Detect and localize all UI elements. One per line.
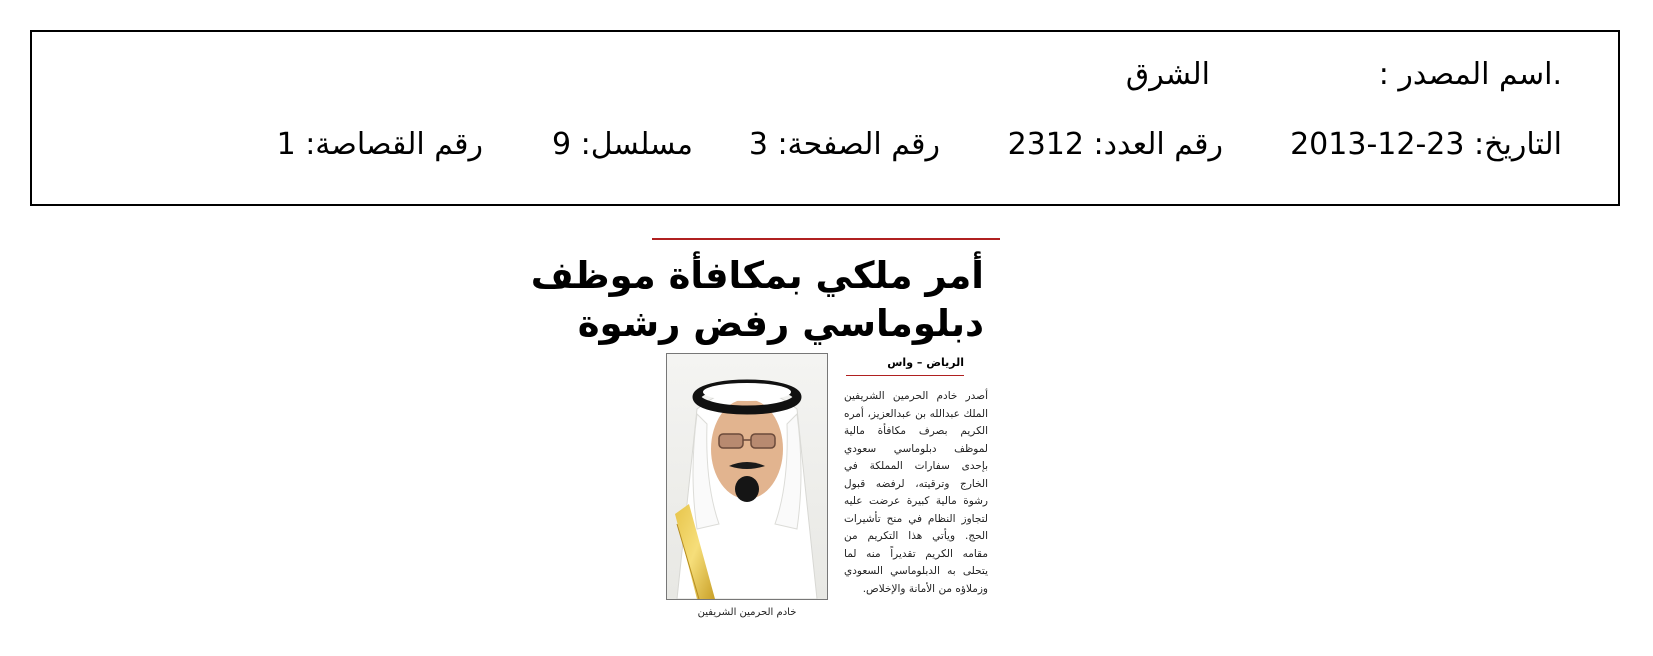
date-field: التاريخ: 23-12-2013 [1290, 127, 1562, 162]
serial-field: مسلسل: 9 [552, 127, 693, 162]
source-value: الشرق [1125, 57, 1210, 92]
headline-line-2: دبلوماسي رفض رشوة [577, 302, 984, 345]
newspaper-clipping [530, 238, 1000, 633]
top-rule-divider [652, 238, 1000, 240]
article-headline [530, 252, 984, 348]
source-info-box [30, 30, 1620, 206]
article-body: أصدر خادم الحرمين الشريفين الملك عبدالله بن عبدالعزيز، أمره الكريم بصرف مكافأة مالية لموظف دبلوماسي سعودي بإحدى سفارات المملكة في الخارج وترقيته، لرفضه قبول رشوة مالية كبيرة عرضت عليه لتجاوز النظام في منح تأشيرات الحج. ويأتي هذا التكريم من مقامه الكريم تقديراً منه لما يتحلى به الدبلوماسي السعودي وزملاؤه من الأمانة والإخلاص. [844, 390, 988, 595]
photo-caption: خادم الحرمين الشريفين [697, 607, 797, 618]
portrait-photo [666, 353, 828, 600]
source-label: .اسم المصدر : [1378, 57, 1562, 92]
page-number-field: رقم الصفحة: 3 [748, 127, 940, 162]
headline-line-1: أمر ملكي بمكافأة موظف [530, 254, 984, 297]
issue-number-field: رقم العدد: 2312 [1007, 127, 1223, 162]
article-dateline: الرياض – واس [887, 356, 964, 369]
dateline-divider [846, 375, 964, 376]
clip-number-field: رقم القصاصة: 1 [276, 127, 483, 162]
